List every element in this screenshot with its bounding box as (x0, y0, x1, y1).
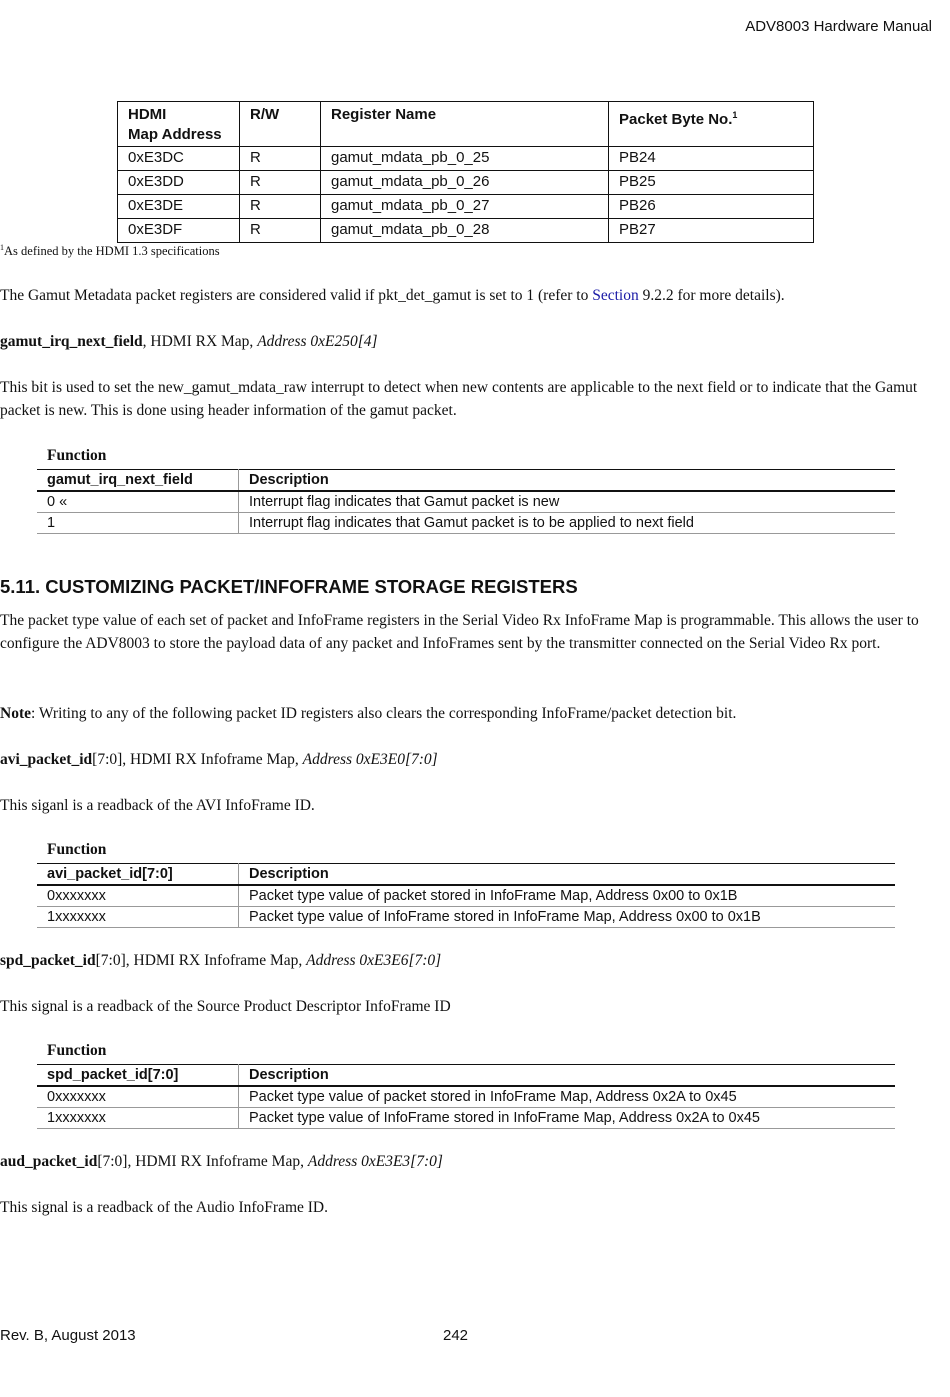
function-value-cell: 0xxxxxxx (37, 885, 239, 907)
register-table-cell: 0xE3DE (118, 195, 240, 219)
register-table-cell: R (240, 195, 321, 219)
function-col-register: avi_packet_id[7:0] (37, 864, 239, 886)
function-value-cell: 1xxxxxxx (37, 907, 239, 928)
header-packet-byte (609, 102, 814, 147)
gamut-irq-function-table (37, 469, 895, 534)
register-table-cell: PB25 (609, 171, 814, 195)
header-map-address-text: Map Address (128, 126, 222, 143)
register-bits: [7:0] (92, 751, 123, 768)
avi-description: This siganl is a readback of the AVI InfoFrame ID. (0, 797, 315, 814)
function-table-row (37, 513, 895, 534)
page-header-title: ADV8003 Hardware Manual (745, 18, 932, 35)
register-table-cell: PB27 (609, 219, 814, 243)
function-table-header (37, 1065, 895, 1087)
function-value-cell: 0 « (37, 491, 239, 513)
function-table-header (37, 470, 895, 492)
footer-revision: Rev. B, August 2013 (0, 1327, 136, 1344)
header-hdmi-text: HDMI (128, 106, 167, 123)
function-value-cell: 1 (37, 513, 239, 534)
register-table-cell: R (240, 147, 321, 171)
avi-heading (0, 749, 935, 772)
function-label: Function (47, 447, 107, 464)
register-table-cell: PB24 (609, 147, 814, 171)
register-map: , HDMI RX Infoframe Map, (122, 751, 303, 768)
register-table-cell: R (240, 219, 321, 243)
valid-paragraph-text: The Gamut Metadata packet registers are considered valid if pkt_det_gamut is set to 1 (refer to (0, 287, 593, 304)
spd-heading (0, 950, 935, 973)
register-table-cell: 0xE3DD (118, 171, 240, 195)
function-label: Function (47, 1042, 107, 1059)
header-map-address (118, 102, 240, 147)
gamut-irq-description: This bit is used to set the new_gamut_mdata_raw interrupt to detect when new contents are applicable to the next field or to indicate that the Gamut packet is new. This is done using header information of the gamut packet. (0, 379, 918, 419)
section-note (0, 703, 935, 726)
register-table-cell: gamut_mdata_pb_0_27 (321, 195, 609, 219)
avi-function-table (37, 863, 895, 928)
register-address: Address 0xE3E6[7:0] (306, 952, 442, 969)
register-table (117, 101, 814, 243)
function-col-register: spd_packet_id[7:0] (37, 1065, 239, 1087)
register-table-cell: 0xE3DF (118, 219, 240, 243)
function-description-cell: Interrupt flag indicates that Gamut packet is to be applied to next field (239, 513, 896, 534)
function-col-register: gamut_irq_next_field (37, 470, 239, 492)
function-col-description: Description (239, 864, 896, 886)
function-table-row (37, 1108, 895, 1129)
function-description-cell: Packet type value of packet stored in InfoFrame Map, Address 0x00 to 0x1B (239, 885, 896, 907)
footer-page-number: 242 (443, 1327, 469, 1344)
register-table-cell: R (240, 171, 321, 195)
spd-function-table (37, 1064, 895, 1129)
header-packet-byte-text: Packet Byte No. (619, 111, 733, 128)
function-description-cell: Packet type value of packet stored in InfoFrame Map, Address 0x2A to 0x45 (239, 1086, 896, 1108)
function-table-row (37, 1086, 895, 1108)
spd-description: This signal is a readback of the Source Product Descriptor InfoFrame ID (0, 998, 451, 1015)
aud-description: This signal is a readback of the Audio InfoFrame ID. (0, 1199, 328, 1216)
register-table-cell: 0xE3DC (118, 147, 240, 171)
register-table-cell: gamut_mdata_pb_0_25 (321, 147, 609, 171)
register-address: Address 0xE3E3[7:0] (307, 1153, 443, 1170)
register-table-row (118, 219, 814, 243)
valid-paragraph-tail: 9.2.2 for more details). (638, 287, 785, 304)
section-title: 5.11. CUSTOMIZING PACKET/INFOFRAME STORAGE REGISTERS (0, 576, 578, 597)
header-register-name: Register Name (321, 102, 609, 147)
function-value-cell: 0xxxxxxx (37, 1086, 239, 1108)
register-name: avi_packet_id (0, 751, 93, 768)
register-map: , HDMI RX Map, (142, 333, 258, 350)
register-table-cell: gamut_mdata_pb_0_26 (321, 171, 609, 195)
register-name: aud_packet_id (0, 1153, 98, 1170)
section-link[interactable]: Section (592, 287, 639, 304)
function-label: Function (47, 841, 107, 858)
register-table-row (118, 195, 814, 219)
header-rw: R/W (240, 102, 321, 147)
function-description-cell: Interrupt flag indicates that Gamut packet is new (239, 491, 896, 513)
register-bits: [7:0] (95, 952, 126, 969)
register-table-row (118, 171, 814, 195)
header-footnote-mark: 1 (732, 110, 738, 120)
register-map: , HDMI RX Infoframe Map, (125, 952, 307, 969)
note-text: : Writing to any of the following packet ID registers also clears the corresponding InfoFrame/packet detection bit. (31, 705, 737, 722)
footnote-text: As defined by the HDMI 1.3 specifications (4, 244, 220, 259)
section-intro: The packet type value of each set of packet and InfoFrame registers in the Serial Video Rx InfoFrame Map is programmable. This allows the user to configure the ADV8003 to store the payload data of any packet and InfoFrames sent by the transmitter connected on the Serial Video Rx port. (0, 612, 919, 652)
valid-paragraph (0, 285, 935, 308)
function-col-description: Description (239, 470, 896, 492)
register-address: Address 0xE250[4] (257, 333, 378, 350)
note-label: Note (0, 705, 31, 722)
function-table-header (37, 864, 895, 886)
gamut-irq-heading (0, 331, 935, 354)
function-col-description: Description (239, 1065, 896, 1087)
register-table-header-row (118, 102, 814, 147)
register-name: spd_packet_id (0, 952, 96, 969)
register-address: Address 0xE3E0[7:0] (302, 751, 438, 768)
register-table-row (118, 147, 814, 171)
function-table-row (37, 491, 895, 513)
function-value-cell: 1xxxxxxx (37, 1108, 239, 1129)
function-table-row (37, 907, 895, 928)
register-map: , HDMI RX Infoframe Map, (127, 1153, 308, 1170)
register-name: gamut_irq_next_field (0, 333, 143, 350)
aud-heading (0, 1151, 935, 1174)
register-table-cell: gamut_mdata_pb_0_28 (321, 219, 609, 243)
function-description-cell: Packet type value of InfoFrame stored in InfoFrame Map, Address 0x00 to 0x1B (239, 907, 896, 928)
function-description-cell: Packet type value of InfoFrame stored in InfoFrame Map, Address 0x2A to 0x45 (239, 1108, 896, 1129)
table-footnote (0, 243, 220, 259)
function-table-row (37, 885, 895, 907)
register-table-cell: PB26 (609, 195, 814, 219)
footnote-mark: 1 (0, 243, 4, 252)
register-bits: [7:0] (97, 1153, 128, 1170)
